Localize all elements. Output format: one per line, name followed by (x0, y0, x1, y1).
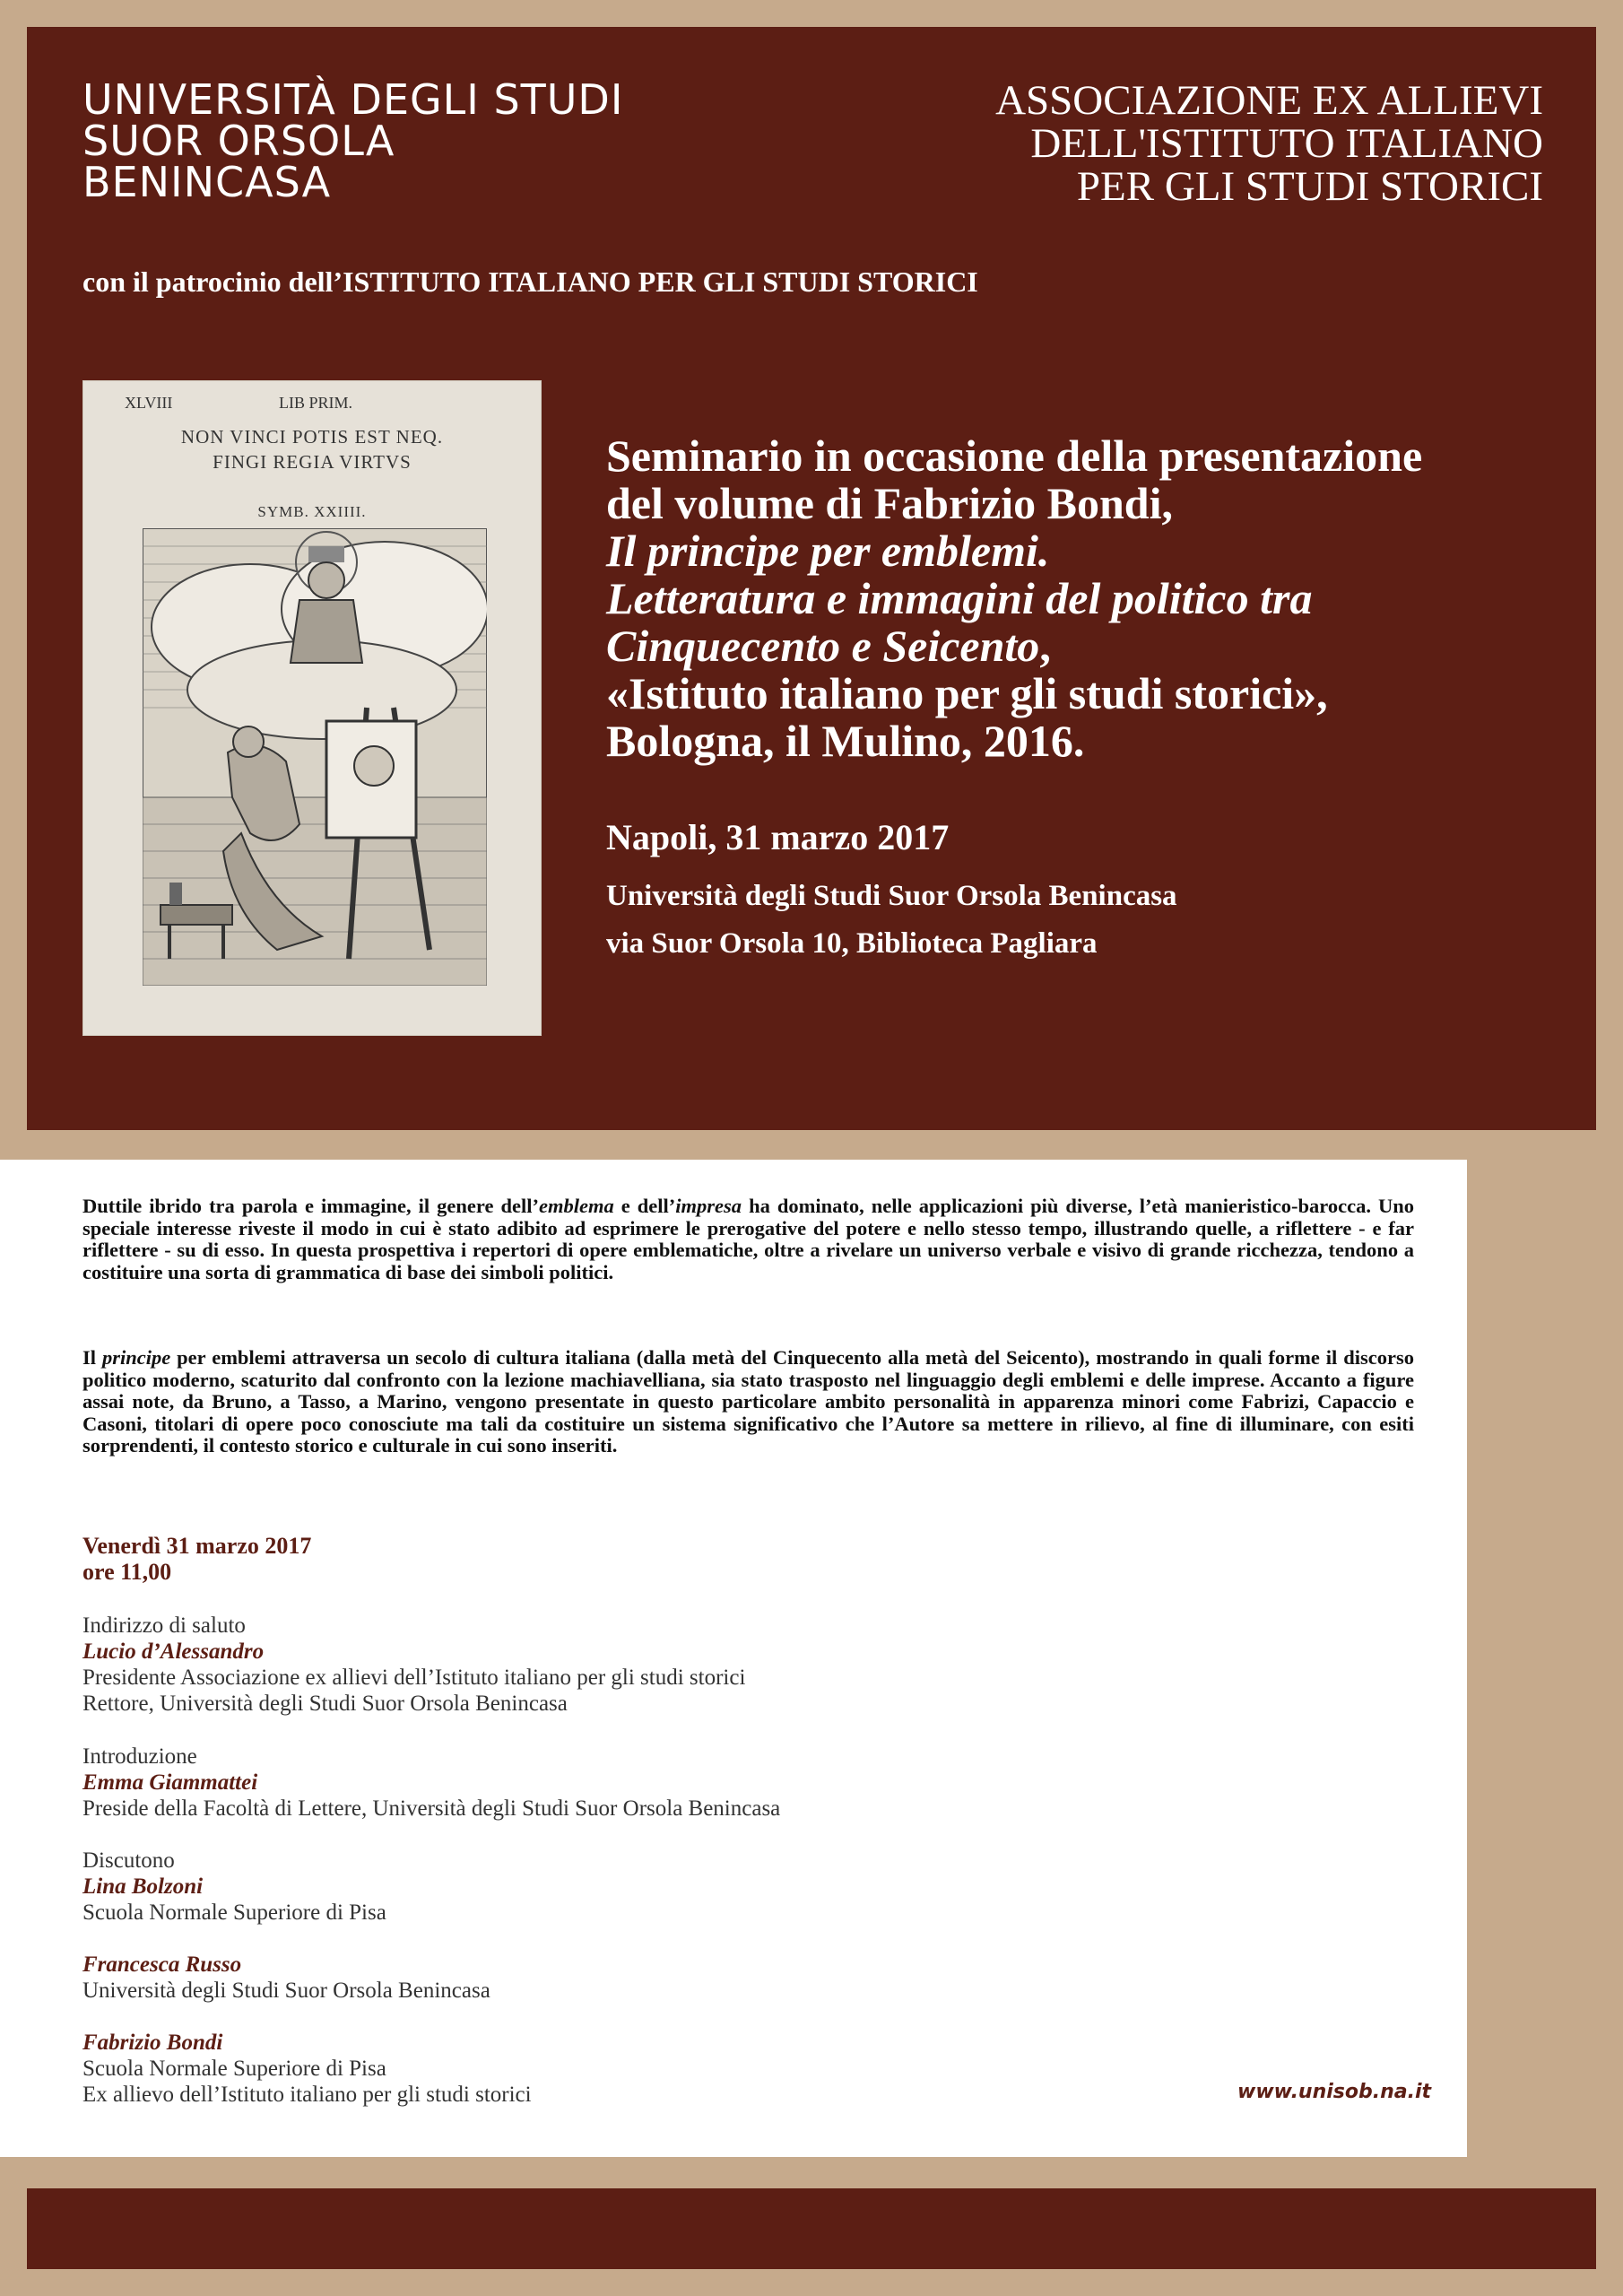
book-page-image (82, 380, 542, 1036)
introduction-section (82, 1744, 780, 1822)
speaker-role: Rettore, Università degli Studi Suor Orsola Benincasa (82, 1692, 568, 1716)
university-logo (82, 75, 624, 206)
university-logo-line: UNIVERSITÀ DEGLI STUDI (82, 75, 624, 124)
footer-band (27, 2188, 1596, 2269)
text-run: ha dominato, nelle applicazioni più diverse, l’età manieristico-barocca. Uno speciale interesse riveste il modo in cui è stato adibito ad esprimere le prerogative del potere e nello stesso tempo, illustrando quelle, a riflettere - e far riflettere - su di esso. In questa prospettiva i repertori di opere emblematiche, oltre a rivelare un universo verbale e visivo di grande ricchezza, tendono a costituire una sorta di grammatica di base dei simboli politici. (82, 1195, 1414, 1283)
section-label: Indirizzo di saluto (82, 1613, 246, 1638)
speaker-name: Emma Giammattei (82, 1770, 258, 1795)
association-name (995, 79, 1543, 208)
speaker-role: Presidente Associazione ex allievi dell’Istituto italiano per gli studi storici (82, 1665, 746, 1690)
association-line: ASSOCIAZIONE EX ALLIEVI (995, 77, 1543, 124)
discussion-section (82, 1848, 386, 1926)
university-logo-line: BENINCASA (82, 158, 332, 206)
speaker-role: Ex allievo dell’Istituto italiano per gli studi storici (82, 2083, 532, 2107)
text-run: Il (82, 1346, 102, 1369)
venue-line: Università degli Studi Suor Orsola Benincasa (606, 880, 1177, 912)
description-paragraph-1 (82, 1196, 1414, 1283)
engraving-illustration (143, 528, 487, 986)
event-title-line: Seminario in occasione della presentazione (606, 430, 1423, 481)
program-day: Venerdì 31 marzo 2017 (82, 1533, 312, 1559)
book-title-line: Cinquecento e Seicento (606, 621, 1040, 671)
book-motto-line: NON VINCI POTIS EST NEQ. (180, 426, 444, 448)
event-date: Napoli, 31 marzo 2017 (606, 817, 950, 857)
title-comma: , (1039, 621, 1051, 671)
university-logo-line: SUOR ORSOLA (82, 117, 395, 165)
patronage-line: con il patrocinio dell’ISTITUTO ITALIANO PER GLI STUDI STORICI (82, 265, 978, 298)
emphasis: principe (101, 1346, 171, 1369)
text-run: per emblemi attraversa un secolo di cultura italiana (dalla metà del Cinquecento alla metà del Seicento), mostrando in quali forme il discorso politico moderno, scaturito dal confronto con la lezione machiavelliana, sia stato trasposto nel linguaggio degli emblemi e delle imprese. Accanto a figure assai note, da Bruno, a Tasso, a Marino, vengono presentate in questo particolare ambito personalità in apparenza minori come Fabrizi, Capaccio e Casoni, titolari di opere poco conosciute ma tali da costituire un sistema significativo che l’Autore sa mettere in rilievo, al fine di illuminare, con esiti sorprendenti, il contesto storico e culturale in cui sono inseriti. (82, 1346, 1414, 1457)
event-title (606, 432, 1422, 765)
book-label: LIB PRIM. (279, 394, 353, 412)
book-motto (83, 424, 541, 474)
emphasis: impresa (675, 1195, 742, 1217)
book-symbol-label: SYMB. XXIIII. (257, 503, 367, 520)
text-run: e dell’ (613, 1195, 676, 1217)
speaker-role: Scuola Normale Superiore di Pisa (82, 1900, 386, 1925)
association-line: DELL'ISTITUTO ITALIANO (1030, 120, 1543, 167)
book-title-line: Letteratura e immagini del politico tra (606, 573, 1313, 623)
publisher-line: Bologna, il Mulino, 2016. (606, 716, 1085, 766)
event-title-line: del volume di Fabrizio Bondi, (606, 478, 1174, 528)
speaker-name: Fabrizio Bondi (82, 2031, 223, 2055)
program-header (82, 1533, 311, 1585)
side-strip (1493, 1130, 1596, 2188)
speaker-section (82, 1952, 490, 2004)
book-title-line: Il principe per emblemi. (606, 526, 1050, 576)
speaker-name: Francesca Russo (82, 1952, 242, 1977)
speaker-role: Preside della Facoltà di Lettere, Università degli Studi Suor Orsola Benincasa (82, 1796, 781, 1821)
description-paragraph-2 (82, 1347, 1414, 1457)
text-run: Duttile ibrido tra parola e immagine, il genere dell’ (82, 1195, 539, 1217)
program-time: ore 11,00 (82, 1559, 172, 1585)
association-line: PER GLI STUDI STORICI (1076, 163, 1543, 210)
speaker-role: Università degli Studi Suor Orsola Benincasa (82, 1979, 490, 2003)
publisher-line: «Istituto italiano per gli studi storici», (606, 668, 1328, 718)
website-link[interactable]: www.unisob.na.it (1237, 2081, 1432, 2103)
emphasis: emblema (538, 1195, 614, 1217)
speaker-name: Lina Bolzoni (82, 1874, 204, 1899)
speaker-name: Lucio d’Alessandro (82, 1639, 265, 1664)
section-label: Discutono (82, 1848, 175, 1873)
greeting-section (82, 1613, 745, 1717)
event-venue (606, 873, 1177, 968)
venue-line: via Suor Orsola 10, Biblioteca Pagliara (606, 927, 1098, 960)
section-label: Introduzione (82, 1744, 197, 1769)
book-motto-line: FINGI REGIA VIRTVS (213, 451, 412, 473)
book-page-number: XLVIII (125, 394, 173, 412)
speaker-role: Scuola Normale Superiore di Pisa (82, 2057, 386, 2081)
speaker-section (82, 2030, 532, 2108)
